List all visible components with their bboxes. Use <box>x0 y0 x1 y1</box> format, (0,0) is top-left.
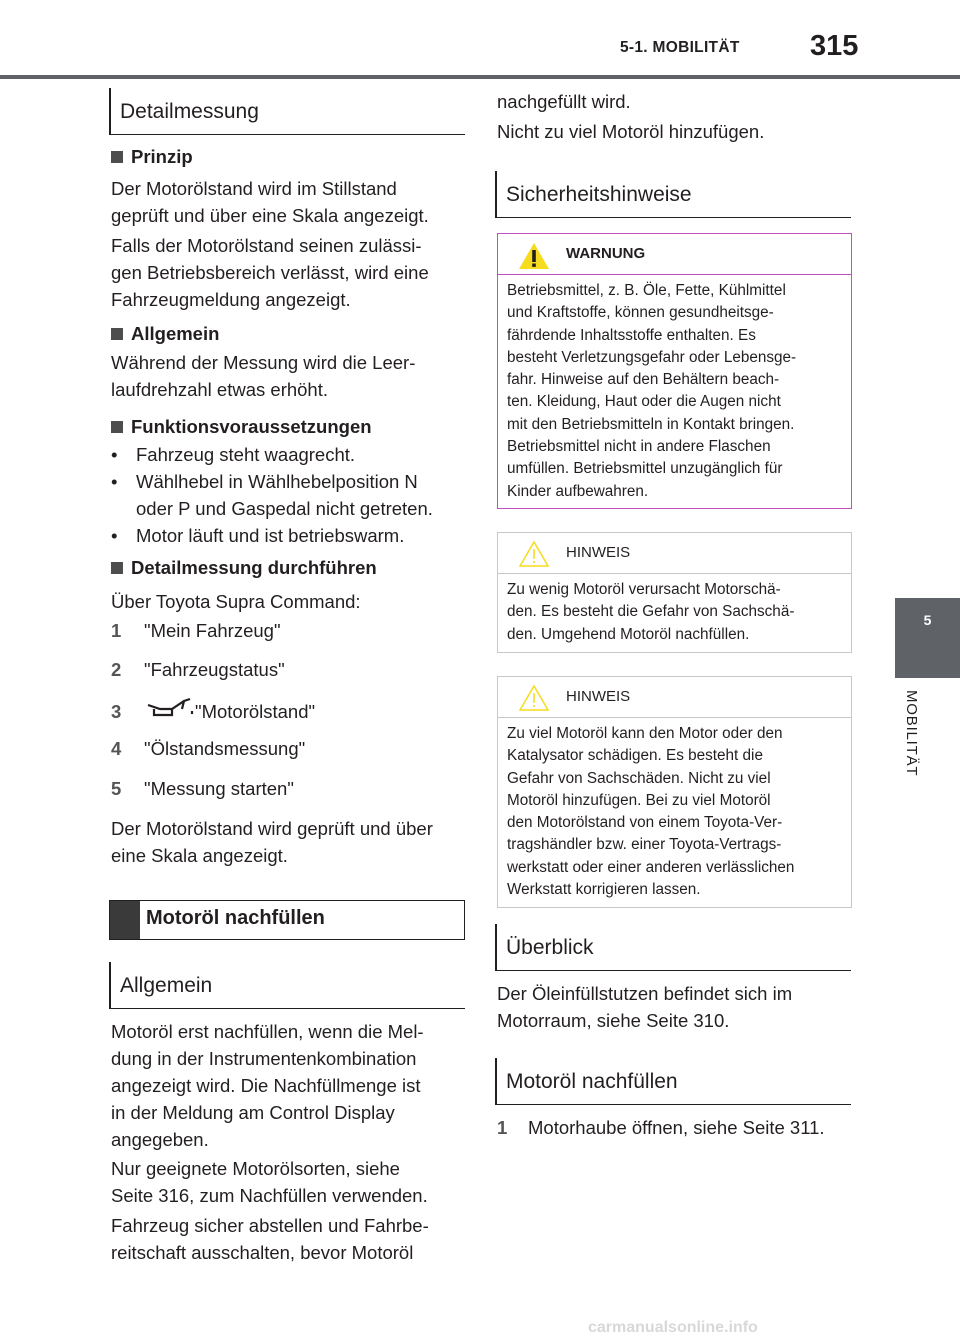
step-number: 4 <box>111 738 122 759</box>
text-line: Seite 316, zum Nachfüllen verwenden. <box>111 1185 428 1206</box>
step-text: "Fahrzeugstatus" <box>144 659 285 680</box>
text-line: Motoröl hinzufügen. Bei zu viel Motoröl <box>507 791 771 809</box>
heading-motoroel-nachfuellen-2 <box>495 1058 851 1105</box>
list-item: • Motor läuft und ist betriebswarm. <box>111 525 405 546</box>
chapter-number: 5 <box>923 612 932 628</box>
heading-text: Detailmessung <box>120 100 259 123</box>
footer-watermark: carmanualsonline.info <box>588 1319 758 1336</box>
text-line: fahr. Hinweise auf den Behältern beach- <box>507 371 780 389</box>
subheading-text: Detailmessung durchführen <box>131 557 377 578</box>
text-line: Fahrzeug sicher abstellen und Fahrbe- <box>111 1215 429 1236</box>
text-line: Betriebsmittel nicht in andere Flaschen <box>507 438 771 456</box>
text-line: und Kraftstoffe, können gesundheitsge- <box>507 304 774 322</box>
step-item <box>111 620 461 644</box>
paragraph: nachgefüllt wird. <box>497 91 631 112</box>
text-line: Kinder aufbewahren. <box>507 482 649 500</box>
list-item-text: Motor läuft und ist betriebswarm. <box>136 525 405 546</box>
text-line: Betriebsmittel, z. B. Öle, Fette, Kühlmittel <box>507 282 786 299</box>
text-line: in der Meldung am Control Display <box>111 1102 395 1123</box>
heading-text: Motoröl nachfüllen <box>146 907 325 929</box>
warning-text <box>507 280 843 503</box>
heading-text: Überblick <box>506 936 594 959</box>
chapter-label-text: MOBILITÄT <box>903 690 920 777</box>
text-line: Der Motorölstand wird geprüft und über <box>111 818 433 839</box>
text-line: Motoröl erst nachfüllen, wenn die Mel- <box>111 1021 424 1042</box>
bullet-square-icon <box>111 421 123 433</box>
list-item-text: Fahrzeug steht waagrecht. <box>136 444 356 465</box>
text-line: Nur geeignete Motorölsorten, siehe <box>111 1158 400 1179</box>
text-line: umfüllen. Betriebsmittel unzugänglich für <box>507 460 783 478</box>
subheading-text: Allgemein <box>131 323 220 344</box>
page-number: 315 <box>810 30 859 62</box>
list-item-text: oder P und Gaspedal nicht getreten. <box>136 498 433 519</box>
subheading-allgemein <box>111 323 219 345</box>
text-line: den. Umgehend Motoröl nachfüllen. <box>507 625 750 643</box>
paragraph <box>111 1212 429 1266</box>
heading-motoroel-nachfuellen <box>109 900 465 940</box>
text-line: mit den Betriebsmitteln in Kontakt bringen. <box>507 415 795 433</box>
step-text: "Mein Fahrzeug" <box>144 620 281 641</box>
subheading-detailmessung-durchfuehren <box>111 557 377 579</box>
paragraph: Über Toyota Supra Command: <box>111 591 361 612</box>
paragraph <box>111 175 429 229</box>
text-line: Gefahr von Sachschäden. Nicht zu viel <box>507 769 771 787</box>
heading-ueberblick <box>495 924 851 971</box>
paragraph <box>111 349 415 403</box>
paragraph <box>111 815 433 869</box>
text-line: dung in der Instrumentenkombination <box>111 1048 417 1069</box>
step-item <box>111 659 461 683</box>
paragraph <box>111 1155 428 1209</box>
hint-text <box>507 579 843 646</box>
paragraph: Nicht zu viel Motoröl hinzufügen. <box>497 121 765 142</box>
warning-header <box>498 234 851 275</box>
text-line: den Motorölstand von einem Toyota-Ver- <box>507 814 783 832</box>
text-line: angezeigt wird. Die Nachfüllmenge ist <box>111 1075 421 1096</box>
heading-detailmessung <box>109 88 465 135</box>
step-item <box>111 738 461 762</box>
header-rule <box>0 75 960 79</box>
text-line: Der Öleinfüllstutzen befindet sich im <box>497 983 793 1004</box>
text-line: Falls der Motorölstand seinen zulässi- <box>111 235 422 256</box>
list-item: • Wählhebel in Wählhebelposition N <box>111 471 418 492</box>
hint-header <box>498 533 851 574</box>
paragraph <box>111 232 429 313</box>
heading-allgemein <box>109 962 465 1009</box>
subheading-text: Funktionsvoraussetzungen <box>131 416 372 437</box>
paragraph <box>497 980 792 1034</box>
list-item-continued <box>111 495 471 522</box>
text-line: Während der Messung wird die Leer- <box>111 352 416 373</box>
step-number: 1 <box>497 1117 508 1138</box>
text-line: tragshändler bzw. einer Toyota-Vertrags- <box>507 836 782 854</box>
text-line: Fahrzeugmeldung angezeigt. <box>111 289 351 310</box>
text-line: ten. Kleidung, Haut oder die Augen nicht <box>507 393 781 411</box>
text-line: werkstatt oder einer anderen verlässlichen <box>507 858 795 876</box>
heading-block <box>110 901 140 939</box>
step-number: 2 <box>111 659 122 680</box>
step-item <box>497 1117 857 1141</box>
warning-triangle-outline-icon <box>517 683 551 717</box>
subheading-text: Prinzip <box>131 146 193 167</box>
warning-box <box>497 233 852 509</box>
step-text: "Ölstandsmessung" <box>144 738 306 759</box>
oil-can-icon <box>144 697 196 724</box>
step-text: Motorhaube öffnen, siehe Seite 311. <box>528 1117 825 1138</box>
text-line: Zu viel Motoröl kann den Motor oder den <box>507 725 783 742</box>
text-line: Der Motorölstand wird im Stillstand <box>111 178 397 199</box>
bullet-square-icon <box>111 562 123 574</box>
hint-text <box>507 723 843 901</box>
hint-box <box>497 676 852 908</box>
heading-text: Allgemein <box>120 974 213 997</box>
step-number: 1 <box>111 620 122 641</box>
step-number: 5 <box>111 778 122 799</box>
text-line: Zu wenig Motoröl verursacht Motorschä- <box>507 581 781 598</box>
bullet-square-icon <box>111 328 123 340</box>
hint-box <box>497 532 852 653</box>
text-line: den. Es besteht die Gefahr von Sachschä- <box>507 603 795 621</box>
chapter-tab <box>895 598 960 678</box>
hint-title: HINWEIS <box>566 544 631 561</box>
text-line: reitschaft ausschalten, bevor Motoröl <box>111 1242 414 1263</box>
bullet-square-icon <box>111 151 123 163</box>
section-header: 5-1. MOBILITÄT <box>620 39 740 56</box>
warning-triangle-icon <box>517 241 551 275</box>
text-line: fährdende Inhaltsstoffe enthalten. Es <box>507 326 756 344</box>
text-line: Katalysator schädigen. Es besteht die <box>507 747 763 765</box>
subheading-funktionsvoraussetzungen <box>111 416 372 438</box>
text-line: besteht Verletzungsgefahr oder Lebensge- <box>507 348 797 366</box>
list-item-text: Wählhebel in Wählhebelposition N <box>136 471 418 492</box>
text-line: geprüft und über eine Skala angezeigt. <box>111 205 429 226</box>
text-line: gen Betriebsbereich verlässt, wird eine <box>111 262 429 283</box>
list-item: • Fahrzeug steht waagrecht. <box>111 444 356 465</box>
step-item <box>111 701 461 725</box>
subheading-prinzip <box>111 146 193 168</box>
heading-sicherheitshinweise <box>495 171 851 218</box>
step-text: "Messung starten" <box>144 778 294 799</box>
text-line: Werkstatt korrigieren lassen. <box>507 881 701 899</box>
text-line: eine Skala angezeigt. <box>111 845 288 866</box>
text-line: angegeben. <box>111 1129 209 1150</box>
paragraph <box>111 1018 424 1153</box>
text-line: Motorraum, siehe Seite 310. <box>497 1010 730 1031</box>
hint-title: HINWEIS <box>566 688 631 705</box>
bullet-list <box>111 441 471 549</box>
heading-text: Sicherheitshinweise <box>506 183 692 206</box>
text-line: laufdrehzahl etwas erhöht. <box>111 379 328 400</box>
step-item <box>111 778 461 802</box>
warning-title: WARNUNG <box>566 245 646 262</box>
chapter-label <box>903 690 927 800</box>
warning-triangle-outline-icon <box>517 539 551 573</box>
heading-text: Motoröl nachfüllen <box>506 1070 678 1093</box>
hint-header <box>498 677 851 718</box>
step-text: "Motorölstand" <box>195 701 316 722</box>
step-number: 3 <box>111 701 122 722</box>
